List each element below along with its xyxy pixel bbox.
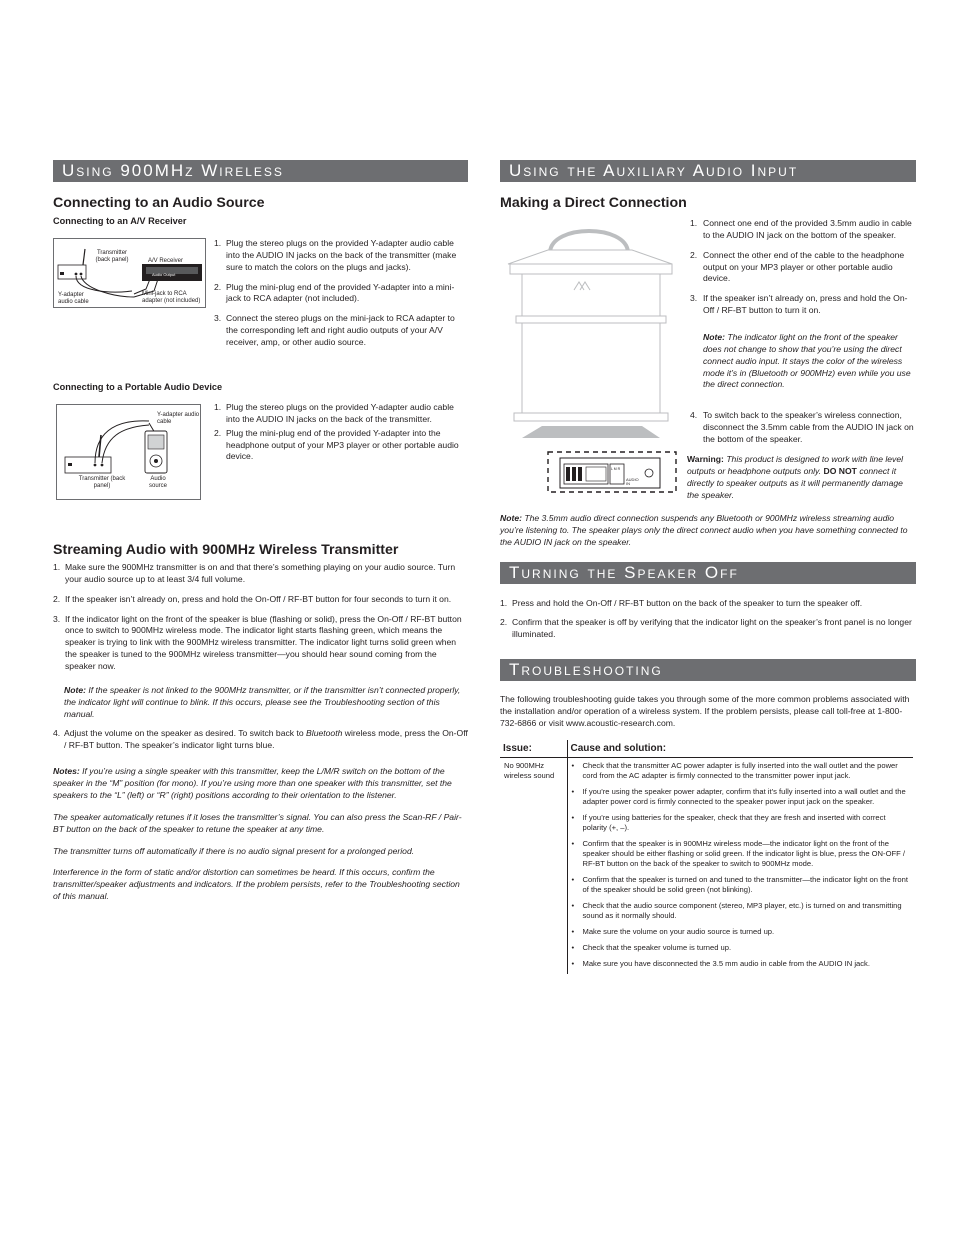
portable-step-2: 2. Plug the mini-plug end of the provided Y-adapter into the headphone output of your MP3 player or other portable audio device. — [214, 427, 459, 462]
subheading-portable-device: Connecting to a Portable Audio Device — [53, 382, 223, 392]
figure-speaker — [500, 220, 683, 510]
receiver-step-3: 3. Connect the stereo plugs on the mini-jack to RCA adapter to the corresponding left and right audio outputs of your A/V receiver, amp, or other audio source. — [214, 313, 455, 348]
fig2-y-adapter-label: Y-adapter audio cable — [157, 412, 200, 425]
cause-item: • Check that the speaker volume is turned up. — [572, 943, 910, 953]
cause-item: • Check that the audio source component (stereo, MP3 player, etc.) is turned on and transmitting sound as it normally should. — [572, 901, 910, 921]
heading-audio-source: Connecting to an Audio Source — [53, 195, 265, 211]
right-column — [500, 160, 916, 212]
section-band-900mhz: Using 900MHz Wireless — [53, 160, 468, 182]
cause-item: • Confirm that the speaker is turned on and tuned to the transmitter—the indicator light on the front of the speaker should be solid green (not blinking). — [572, 875, 910, 895]
streaming-step-3: 3. If the indicator light on the front of the speaker is blue (flashing or solid), press the On-Off / RF-BT button once to switch to 900MHz wireless mode. The indicator light starts flashing green, which means the speaker is trying to link with the 900MHz wireless transmitter. The indicator light turns solid green when the speaker is tuned to the 900MHz wireless transmitter—you should hear sound coming from the speaker now. — [53, 613, 462, 672]
cause-item: • Confirm that the speaker is in 900MHz wireless mode—the indicator light on the front of the speaker should be either flashing or solid green. If the indicator light is blue, press the ON-OFF / RF-BT button on the back of the speaker to switch to 900MHz mode. — [572, 839, 910, 869]
off-step-2: 2. Confirm that the speaker is off by verifying that the indicator light on the speaker’s front panel is no longer illuminated. — [500, 616, 912, 639]
fig1-audio-output-label: Audio Output — [152, 272, 176, 277]
section-band-speaker-off: Turning the Speaker Off — [500, 562, 916, 584]
cause-item: • If you’re using batteries for the speaker, check that they are fresh and inserted with correct polarity (+, –). — [572, 813, 910, 833]
aux-step-1: 1. Connect one end of the provided 3.5mm audio in cable to the AUDIO IN jack on the bottom of the speaker. — [690, 218, 912, 240]
troubleshooting-intro: The following troubleshooting guide takes you through some of the more common problems associated with the installation and/or operation of a wireless system. If the problem persists, please call toll-free at 1-800-732-6866 or visit www.acoustic-research.com. — [500, 694, 910, 728]
speaker-audio-label: AUDIO IN — [626, 477, 639, 487]
streaming-step-2: 2. If the speaker isn’t already on, press and hold the On-Off / RF-BT button for four seconds to turn it on. — [53, 593, 452, 604]
speaker-lmr-label: L M R — [611, 467, 621, 471]
section-troubleshooting — [500, 659, 916, 974]
streaming-para-interference: Interference in the form of static and/or distortion can sometimes be heard. If this occurs, confirm the transmitter/speaker adjustments and indicators. If the problem persists, refer to the Troubleshooting section of this manual. — [53, 867, 460, 902]
cause-item: • Make sure you have disconnected the 3.5 mm audio in cable from the AUDIO IN jack. — [572, 959, 910, 969]
fig1-mini-jack-label: Mini-jack to RCA adapter (not included) — [142, 291, 201, 304]
aux-note: Note: The indicator light on the front of the speaker does not change to show that you’re using the direct connect audio input. It stays the color of the wireless mode it’s in (Bluetooth or 900MHz) even while you use the direct connection. — [703, 332, 911, 390]
streaming-step-4: 4. Adjust the volume on the speaker as desired. To switch back to Bluetooth wireless mode, press the On-Off / RF-BT button. The speaker’s indicator light turns blue. — [53, 728, 468, 751]
fig2-audio-source-label: Audio source — [148, 476, 167, 489]
streaming-para-retune: The speaker automatically retunes if it loses the transmitter’s signal. You can also press the Scan-RF / Pair-BT button on the back of the speaker to retune the speaker at any time. — [53, 811, 462, 834]
cause-cell — [567, 757, 913, 974]
aux-warning: Warning: This product is designed to work with line level outputs or headphone outputs only. DO NOT connect it directly to speaker outputs as it will permanently damage the speaker. — [687, 454, 904, 500]
portable-step-1: 1. Plug the stereo plugs on the provided Y-adapter audio cable into the AUDIO IN jacks on the back of the transmitter. — [214, 402, 454, 424]
figure-av-receiver — [53, 238, 206, 308]
streaming-note: Note: If the speaker is not linked to the 900MHz transmitter, or if the transmitter isn’t connected properly, the indicator light will continue to blink. If this occurs, please see the Troubleshooting section of this manual. — [64, 684, 461, 719]
subheading-av-receiver: Connecting to an A/V Receiver — [53, 216, 187, 227]
portable-steps — [214, 402, 468, 471]
fig1-receiver-label: A/V Receiver — [148, 258, 184, 264]
receiver-step-1: 1. Plug the stereo plugs on the provided Y-adapter audio cable into the AUDIO IN jacks on the back of the transmitter (make sure to match the colors on the plugs and jacks). — [214, 238, 457, 272]
section-band-aux: Using the Auxiliary Audio Input — [500, 160, 916, 182]
aux-step-4: 4. To switch back to the speaker’s wireless connection, disconnect the 3.5mm cable from the AUDIO IN jack on the bottom of the speaker. — [690, 410, 914, 444]
receiver-steps — [214, 238, 468, 357]
troubleshooting-header-row — [500, 740, 913, 758]
heading-streaming: Streaming Audio with 900MHz Wireless Transmitter — [53, 542, 399, 558]
table-row — [500, 757, 913, 974]
aux-step-3: 3. If the speaker isn’t already on, press and hold the On-Off / RF-BT button to turn it on. — [690, 293, 908, 316]
streaming-steps — [53, 562, 468, 673]
issue-column-header: Issue: — [500, 740, 567, 758]
streaming-section — [53, 542, 468, 903]
off-steps — [500, 598, 916, 641]
left-column — [53, 160, 468, 227]
streaming-para-off: The transmitter turns off automatically if there is no audio signal present for a prolonged period. — [53, 845, 415, 856]
off-step-1: 1. Press and hold the On-Off / RF-BT button on the back of the speaker to turn the speaker off. — [500, 598, 863, 608]
streaming-step-1: 1. Make sure the 900MHz transmitter is on and that there’s something playing on your audio source. Turn your audio source up to at least 3/4 full volume. — [53, 562, 456, 584]
streaming-notes: Notes: If you’re using a single speaker with this transmitter, keep the L/M/R switch on the bottom of the speaker in the “M” position (for mono). If you’re using more than one speaker with this transmitter, set the speakers to the “L” (left) or “R” (right) positions according to their orientation to the listener. — [53, 766, 452, 800]
figure-portable-device — [56, 404, 201, 500]
receiver-step-2: 2. Plug the mini-plug end of the provided Y-adapter into a mini-jack to RCA adapter (not included). — [214, 281, 455, 304]
speaker-illustration — [500, 220, 683, 510]
section-speaker-off — [500, 562, 916, 649]
aux-steps — [690, 218, 916, 323]
issue-cell: No 900MHz wireless sound — [504, 760, 555, 780]
section-band-troubleshooting: Troubleshooting — [500, 659, 916, 681]
aux-step-2: 2. Connect the other end of the cable to the headphone output on your MP3 player or other portable audio device. — [690, 249, 905, 284]
cause-column-header: Cause and solution: — [567, 740, 913, 758]
cause-item: • If you’re using the speaker power adapter, confirm that it’s fully inserted into a wall outlet and the adapter power cord is firmly connected to the speaker power input jack on the speaker. — [572, 787, 910, 807]
heading-direct-connection: Making a Direct Connection — [500, 195, 687, 211]
cause-item: • Check that the transmitter AC power adapter is fully inserted into the wall outlet and the power cord from the AC adapter is firmly connected to the transmitter power input jack. — [572, 761, 910, 781]
fig1-y-adapter-label: Y-adapter audio cable — [58, 292, 89, 305]
aux-bottom-note: Note: The 3.5mm audio direct connection suspends any Bluetooth or 900MHz wireless streaming audio you’re listening to. The speaker plays only the direct connect audio when you have something connected to the AUDIO IN jack on the speaker. — [500, 513, 908, 547]
fig1-transmitter-label: Transmitter (back panel) — [95, 250, 129, 263]
fig2-transmitter-label: Transmitter (back panel) — [78, 476, 126, 489]
troubleshooting-table — [500, 740, 913, 974]
cause-item: • Make sure the volume on your audio source is turned up. — [572, 927, 910, 937]
